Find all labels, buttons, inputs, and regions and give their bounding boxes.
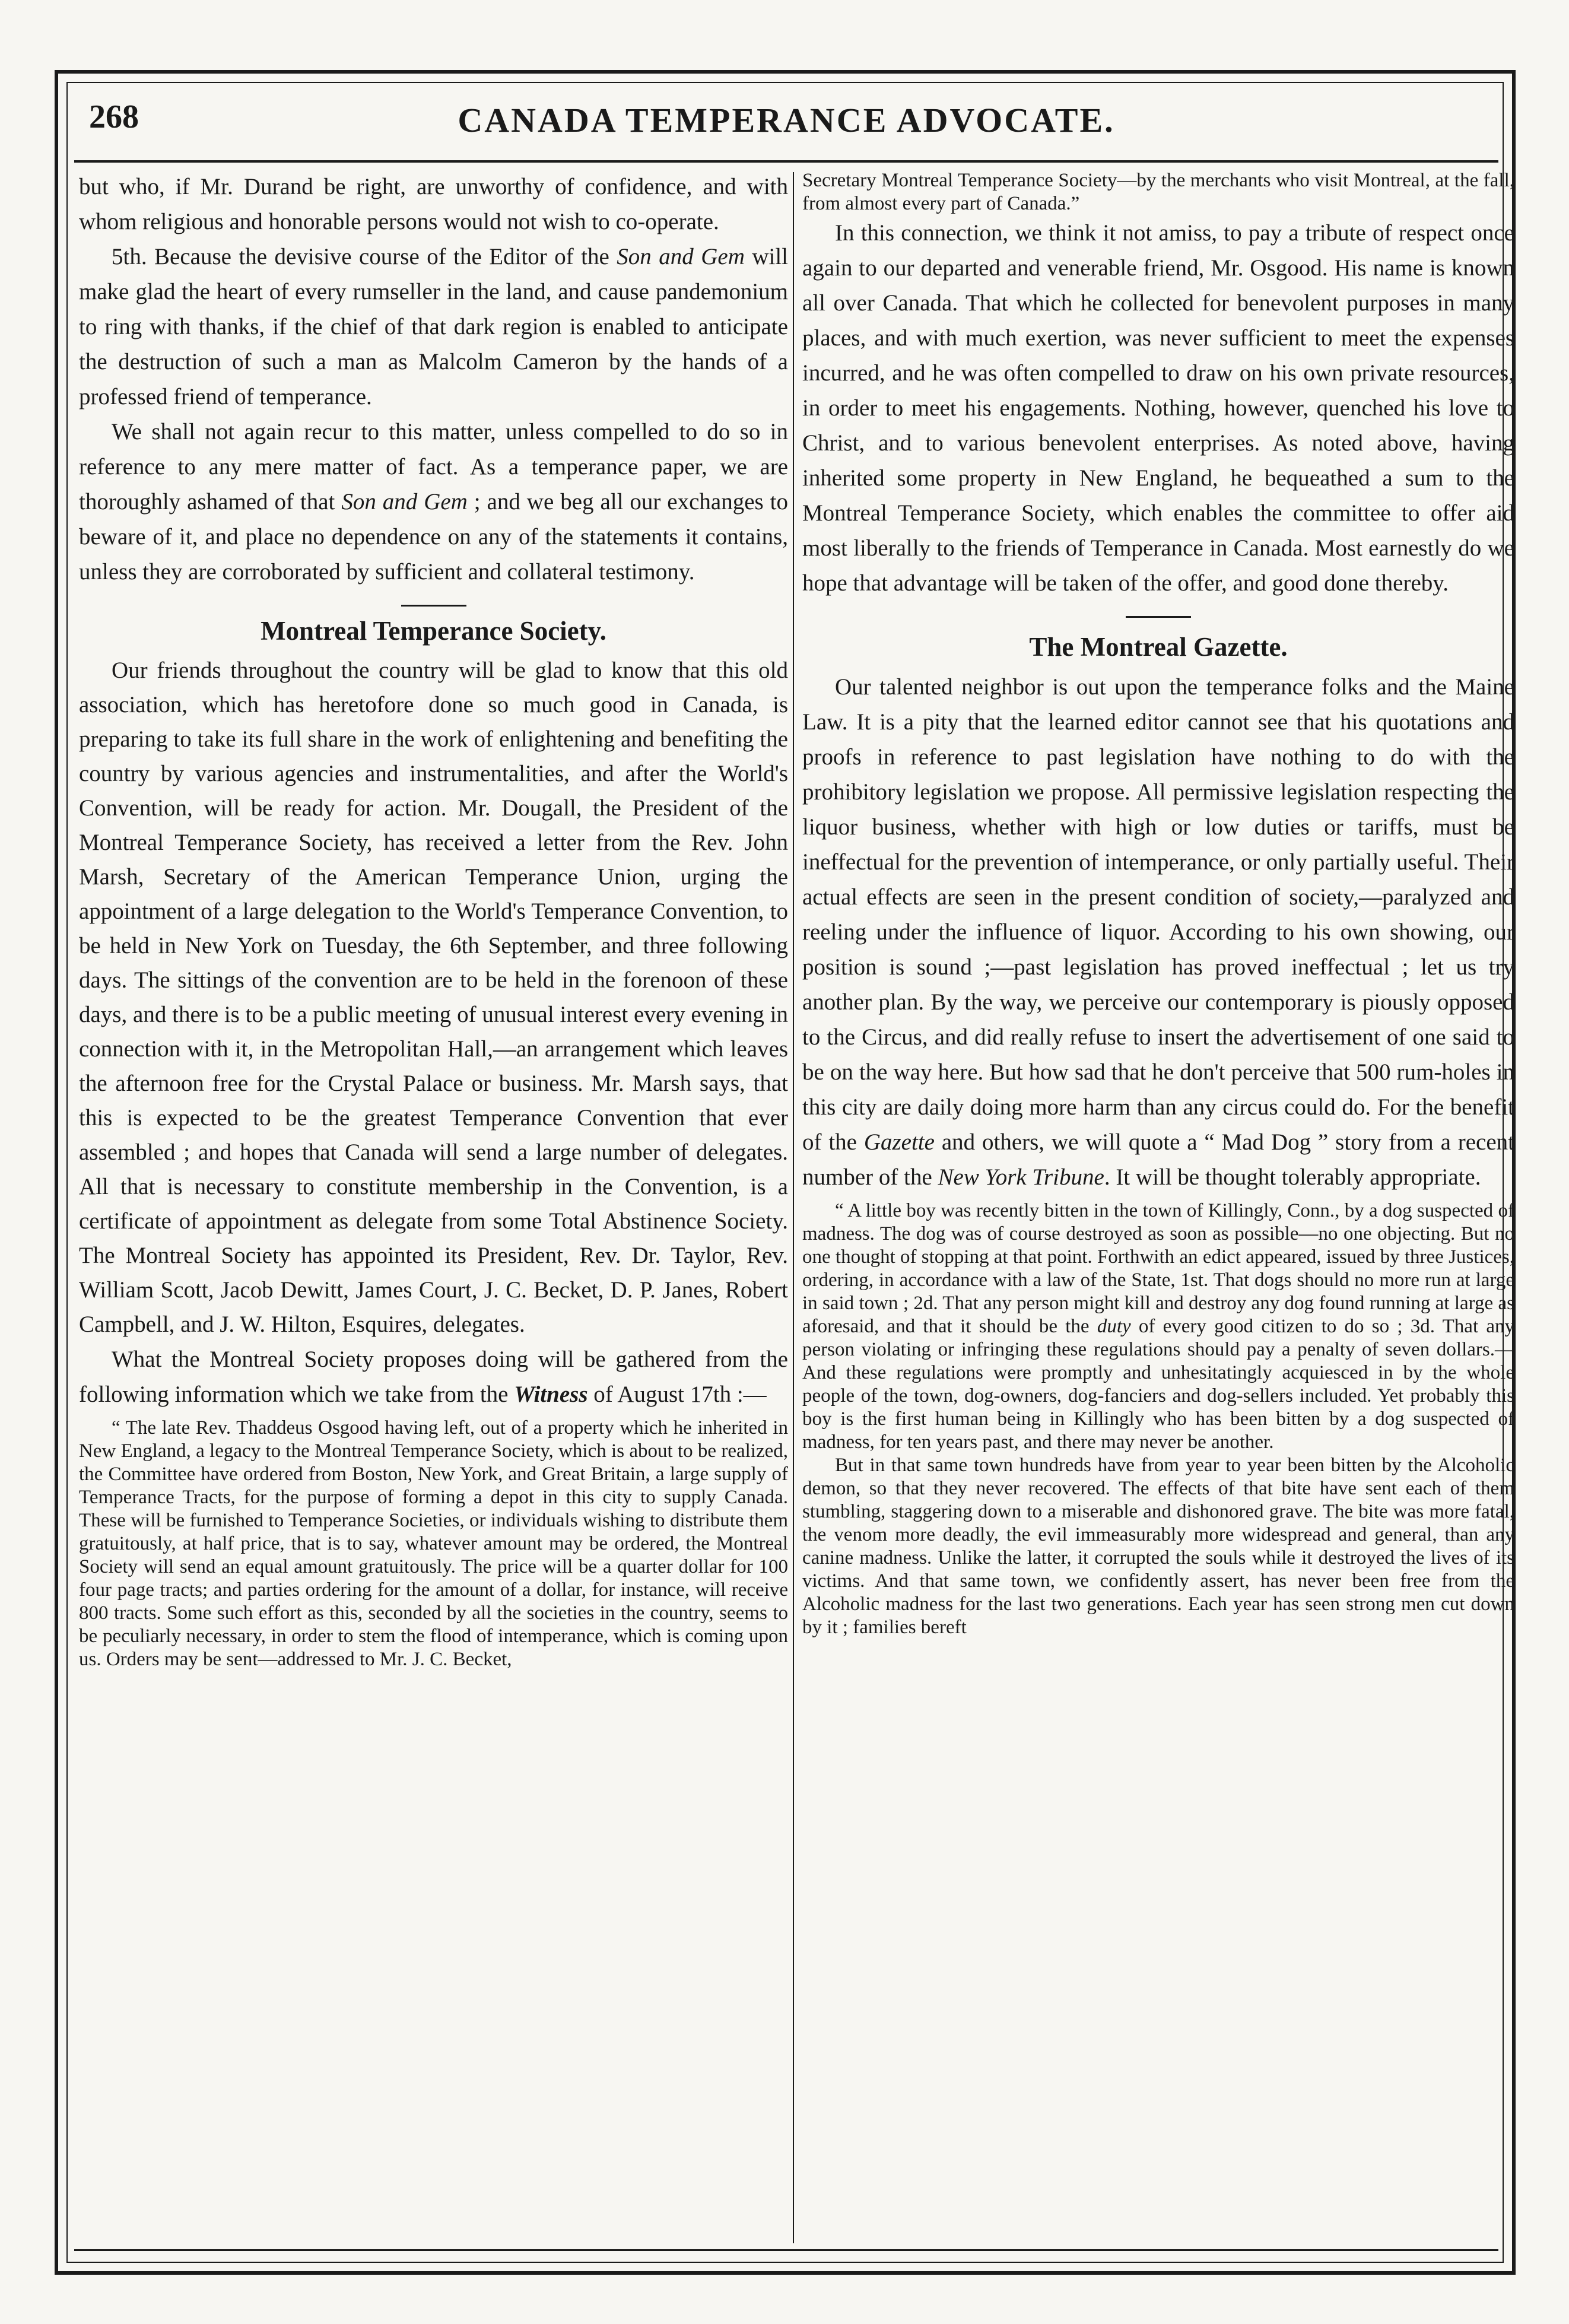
son-and-gem-title: Son and Gem bbox=[617, 244, 745, 269]
masthead-title: CANADA TEMPERANCE ADVOCATE. bbox=[458, 101, 1115, 139]
paragraph-osgood-tribute: In this connection, we think it not amiss, to pay a tribute of respect once again to our departed and venerable friend, Mr. Osgood. His name is known all over Canada. That which he collected for benevolent purposes in many places, and with much exertion, was never sufficient to meet the expenses incurred, and he was often compelled to draw on his own private resources, in order to meet his engagements. Nothing, however, quenched his love to Christ, and to various benevolent enterprises. As noted above, having inherited some property in New England, he bequeathed a sum to the Montreal Temperance Society, which enables the committee to offer aid most liberally to the friends of Temperance in Canada. Most earnestly do we hope that advantage will be taken of the offer, and good done thereby. bbox=[802, 220, 1514, 596]
paragraph-society-news: Our friends throughout the country will be glad to know that this old association, which has heretofore done so much good in Canada, is preparing to take its full share in the work of enlightening and benefiting the country by various agencies and instrumentalities, and after the World's Convention, will be ready for action. Mr. Dougall, the President of the Montreal Temperance Society, has received a letter from the Rev. John Marsh, Secretary of the American Temperance Union, urging the appointment of a large delegation to the World's Temperance Convention, to be held in New York on Tuesday, the 6th September, and three following days. The sittings of the convention are to be held in the forenoon of these days, and there is to be a public meeting of unusual interest every evening in connection with it, in the Metropolitan Hall,—an arrangement which leaves the afternoon free for the Crystal Palace or business. Mr. Marsh says, that this is expected to be the greatest Temperance Convention that ever assembled ; and hopes that Canada will send a large number of delegates. All that is necessary to constitute membership in the Convention, is a certificate of appointment as delegate from some Total Abstinence Society. The Montreal Society has appointed its President, Rev. Dr. Taylor, Rev. William Scott, Jacob Dewitt, James Court, J. C. Becket, D. P. Janes, Robert Campbell, and J. W. Hilton, Esquires, delegates. bbox=[79, 658, 788, 1337]
paragraph-witness-intro: What the Montreal Society proposes doing will be gathered from the following information which we take from the Witness of August 17th :— bbox=[79, 1347, 788, 1407]
section-divider bbox=[401, 605, 466, 607]
right-column bbox=[802, 169, 1514, 1639]
witness-title: Witness bbox=[514, 1382, 588, 1407]
heading-montreal-temperance-society: Montreal Temperance Society. bbox=[261, 616, 606, 646]
footer-rule bbox=[74, 2249, 1498, 2251]
gazette-title: Gazette bbox=[863, 1129, 935, 1155]
quote-witness-continued: Secretary Montreal Temperance Society—by the merchants who visit Montreal, at the fall, from almost every part of Canada.” bbox=[802, 170, 1514, 214]
quote-mad-dog: “ A little boy was recently bitten in the town of Killingly, Conn., by a dog suspected of madness. The dog was of course destroyed as soon as possible—no one objecting. But no one thought of stopping at that point. Forthwith an edict appeared, issued by three Justices, ordering, in accordance with a law of the State, 1st. That dogs should no more run at large in said town ; 2d. That any person might kill and destroy any dog found running at large as aforesaid, and that it should be the duty of every good citizen to do so ; 3d. That any person violating or infringing these regulations should pay a penalty of seven dollars.—And these regulations were promptly and unhesitatingly acquiesced in by the whole people of the town, dog-owners, dog-fanciers and dog-sellers included. Yet probably this boy is the first human being in Killingly who has been bitten by a dog suspected of madness, for ten years past, and there may never be another. bbox=[802, 1200, 1515, 1453]
quote-witness: “ The late Rev. Thaddeus Osgood having left, out of a property which he inherited in New England, a legacy to the Montreal Temperance Society, which is about to be realized, the Committee have ordered from Boston, New York, and Great Britain, a large supply of Temperance Tracts, for the purpose of forming a depot in this city to supply Canada. These will be furnished to Temperance Societies, or individuals wishing to distribute them gratuitously, at half price, that is to say, whatever amount may be ordered, the Montreal Society will send an equal amount gratuitously. The price will be a quarter dollar for 100 four page tracts; and parties ordering for the amount of a dollar, for instance, will receive 800 tracts. Some such effort as this, seconded by all the societies in the country, seems to be peculiarly necessary, in order to stem the flood of intemperance, which is coming upon us. Orders may be sent—addressed to Mr. J. C. Becket, bbox=[79, 1417, 788, 1670]
paragraph-gazette: Our talented neighbor is out upon the temperance folks and the Maine Law. It is a pity that the learned editor cannot see that his quotations and proofs in reference to past legislation have nothing to do with the prohibitory legislation we propose. All permissive legislation respecting the liquor business, whether with high or low duties or tariffs, must be ineffectual for the prevention of intemperance, or only partially useful. Their actual effects are seen in the present condition of society,—paralyzed and reeling under the influence of liquor. According to his own showing, our position is sound ;—past legislation has proved ineffectual ; let us try another plan. By the way, we perceive our contemporary is piously opposed to the Circus, and did really refuse to insert the advertisement of one said to be on the way here. But how sad that he don't perceive that 500 rum-holes in this city are daily doing more harm than any circus could do. For the benefit of the Gazette and others, we will quote a “ Mad Dog ” story from a recent number of the New York Tribune. It will be thought tolerably appropriate. bbox=[802, 674, 1514, 1190]
heading-montreal-gazette: The Montreal Gazette. bbox=[1029, 632, 1288, 662]
header-rule bbox=[74, 160, 1498, 163]
paragraph-conclusion: We shall not again recur to this matter, unless compelled to do so in reference to any mere matter of fact. As a temperance paper, we are thoroughly ashamed of that Son and Gem ; and we beg all our exchanges to beware of it, and place no dependence on any of the statements it contains, unless they are corroborated by sufficient and collateral testimony. bbox=[79, 419, 788, 585]
section-divider bbox=[1126, 616, 1191, 618]
paragraph-continued: but who, if Mr. Durand be right, are unworthy of confidence, and with whom religious and honorable persons would not wish to co-operate. bbox=[79, 174, 788, 234]
left-column bbox=[79, 169, 788, 1671]
quote-alcoholic-demon: But in that same town hundreds have from year to year been bitten by the Alcoholic demon, so that they never recovered. The effects of that bite have sent each of them stumbling, staggering down to a miserable and dishonored grave. The bite was more fatal, the venom more deadly, the evil immeasurably more widespread and general, than any canine madness. Unlike the latter, it corrupted the souls while it destroyed the lives of its victims. And that same town, we confidently assert, has never been free from the Alcoholic madness for the last two generations. Each year has seen strong men cut down by it ; families bereft bbox=[802, 1455, 1514, 1638]
page-header bbox=[83, 98, 1489, 163]
tribune-title: New York Tribune bbox=[938, 1164, 1104, 1190]
column-divider bbox=[793, 172, 794, 2243]
son-and-gem-title: Son and Gem bbox=[341, 489, 468, 515]
paragraph-fifth-reason: 5th. Because the devisive course of the Editor of the Son and Gem will make glad the heart of every rumseller in the land, and cause pandemonium to ring with thanks, if the chief of that dark region is enabled to anticipate the destruction of such a man as Malcolm Cameron by the hands of a professed friend of temperance. bbox=[79, 244, 789, 409]
page-number: 268 bbox=[89, 99, 139, 135]
